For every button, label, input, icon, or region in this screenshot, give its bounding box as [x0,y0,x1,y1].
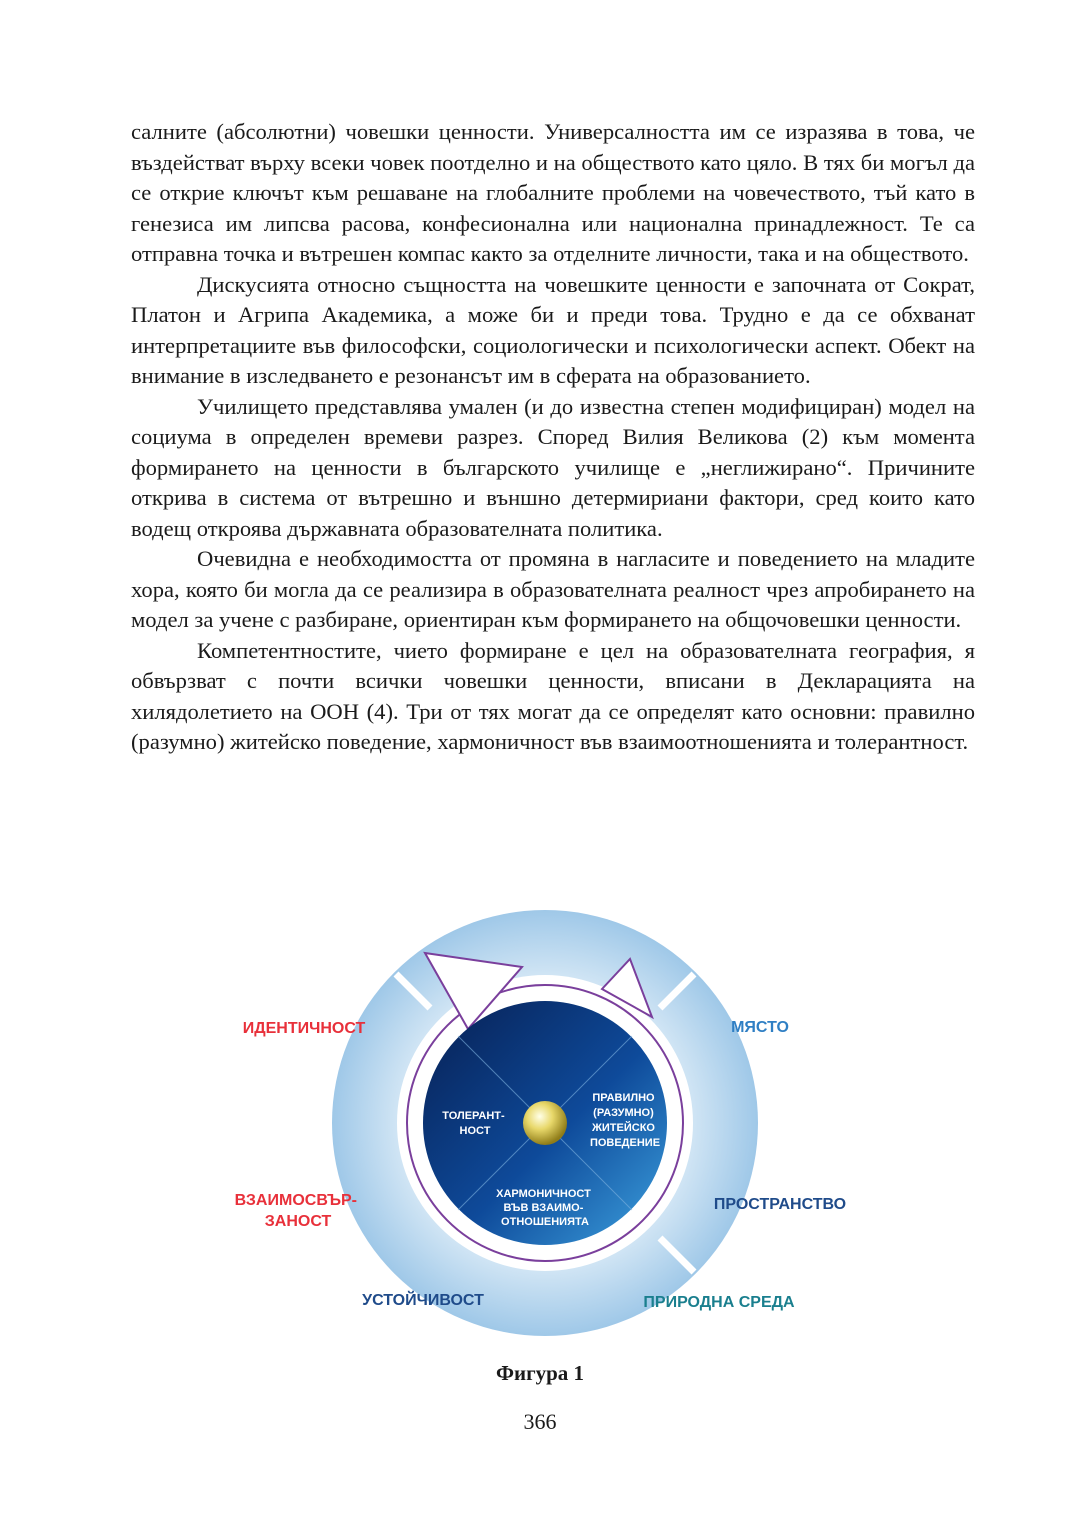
paragraph-2: Дискусията относно същността на човешките ценности е започната от Сократ, Платон и Агрипа Академика, а може би и преди това. Трудно е да се обхванат интерпретациите във философски, социологически и психологически аспект. Обект на внимание в изследването е резонансът им в сферата на образованието. [131,271,975,388]
center-sphere [523,1101,567,1145]
label-place: МЯСТО [731,1019,789,1036]
diagram-svg [200,905,890,1345]
body-text [131,117,975,758]
label-natural-environment: ПРИРОДНА СРЕДА [643,1294,795,1311]
values-diagram [200,905,890,1345]
page-number: 366 [523,1409,557,1434]
paragraph-3: Училището представлява умален (и до известна степен модифициран) модел на социума в определен времеви разрез. Според Вилия Великова (2) към момента формирането на ценности в българското училище е „неглижирано“. Причините открива в система от вътрешно и външно детермириани фактори, сред които като водещ откроява държавната образователната политика. [131,393,975,541]
label-identity: ИДЕНТИЧНОСТ [242,1020,366,1037]
figure-caption: Фигура 1 [495,1361,585,1385]
label-sustainability: УСТОЙЧИВОСТ [362,1292,484,1309]
label-harmony: ХАРМОНИЧНОСТ ВЪВ ВЗАИМО- ОТНОШЕНИЯТА [496,1188,591,1228]
paragraph-1: салните (абсолютни) човешки ценности. Универсалността им се изразява в това, че въздействат върху всеки човек поотделно и на обществото като цяло. В тях би могъл да се открие ключът към решаване на глобалните проблеми на човечеството, тъй като в генезиса им липсва расова, конфесионална или национална принадлежност. Те са отправна точка и вътрешен компас както за отделните личности, така и на обществото. [131,119,975,266]
paragraph-4: Очевидна е необходимостта от промяна в нагласите и поведението на младите хора, която би могла да се реализира в образователната реалност чрез апробирането на модел за учене с разбиране, ориентиран към формирането на общочовешки ценности. [131,546,975,632]
label-interconnection: ВЗАИМОСВЪР- ЗАНОСТ [234,1192,357,1230]
label-space: ПРОСТРАНСТВО [713,1196,847,1213]
label-behavior: ПРАВИЛНО (РАЗУМНО) ЖИТЕЙСКО ПОВЕДЕНИЕ [589,1092,661,1149]
label-tolerance: ТОЛЕРАНТ- НОСТ [442,1110,505,1137]
paragraph-5: Компетентностите, чието формиране е цел на образователната география, я обвързват с почти всички човешки ценности, вписани в Декларацията на хилядолетието на ООН (4). Три от тях могат да се определят като основни: правилно (разумно) житейско поведение, хармоничност във взаимоотношенията и толерантност. [131,637,975,754]
